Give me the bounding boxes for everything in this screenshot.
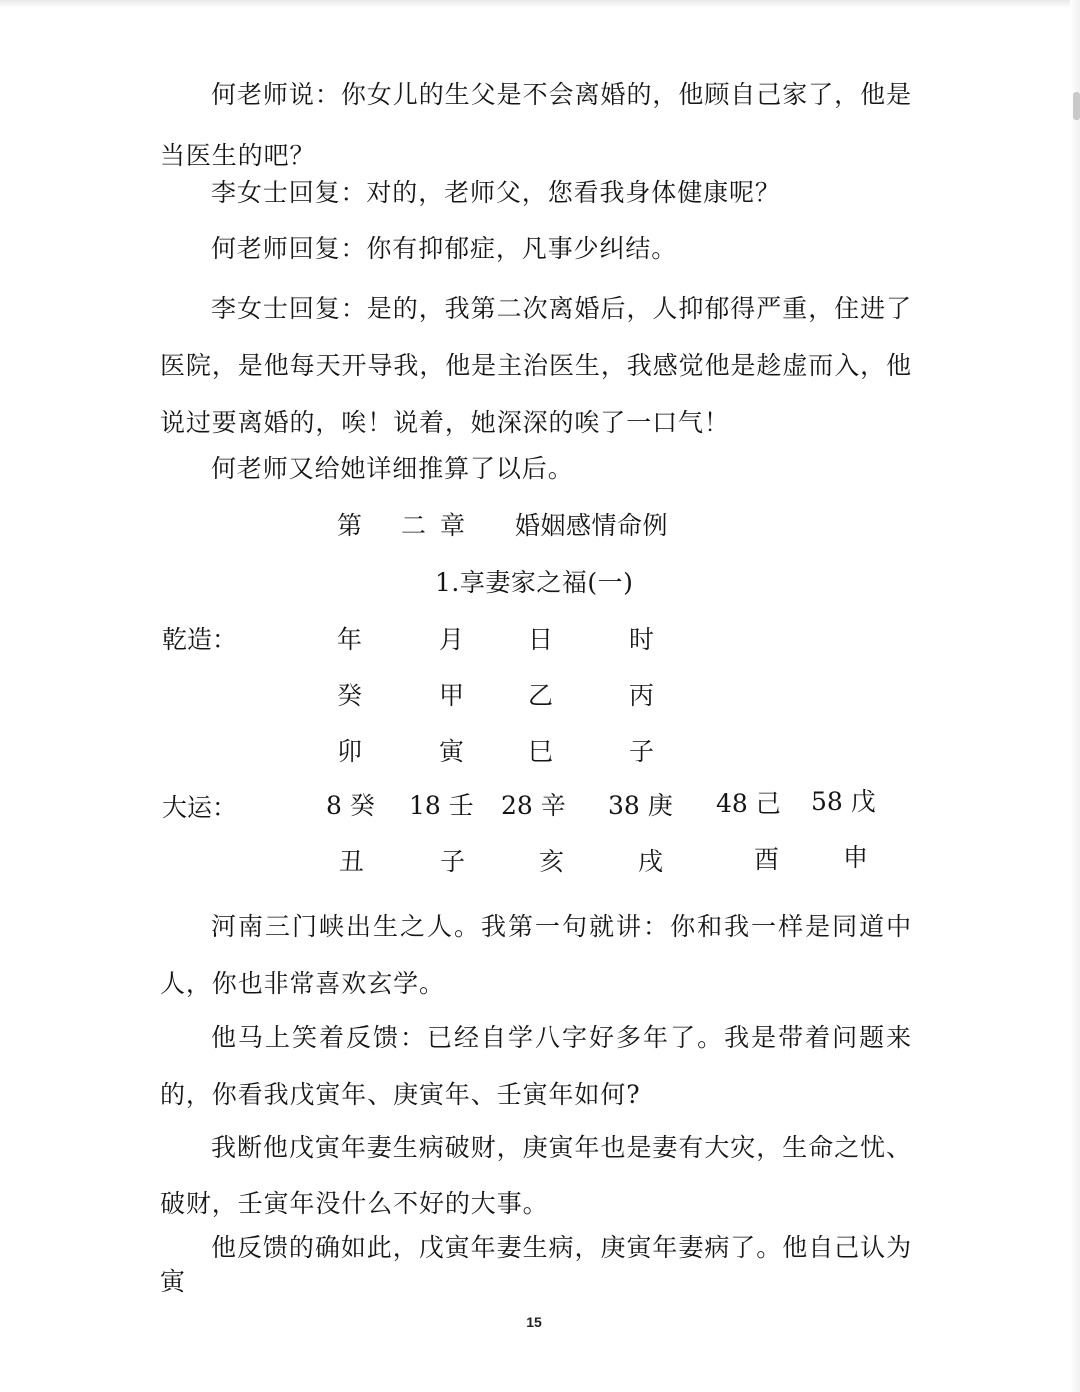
paragraph-sanmenxia: 河南三门峡出生之人。我第一句就讲：你和我一样是同道中人，你也非常喜欢玄学。 <box>160 912 912 998</box>
dayun-pillar-1: 8 癸 <box>326 791 375 820</box>
dayun-branch-6: 申 <box>843 843 869 872</box>
chapter-title: 婚姻感情命例 <box>515 511 669 540</box>
chart-stem-day: 乙 <box>528 681 554 710</box>
dayun-branch-5: 酉 <box>754 845 780 874</box>
dayun-pillar-2: 18 壬 <box>409 791 474 820</box>
paragraph-doctor-father: 何老师说：你女儿的生父是不会离婚的，他顾自己家了，他是当医生的吧？ <box>160 80 912 170</box>
paragraph-confirmation: 他反馈的确如此，戊寅年妻生病，庚寅年妻病了。他自己认为寅 <box>160 1233 912 1296</box>
paragraph-health-question: 李女士回复：对的，老师父，您看我身体健康呢？ <box>211 178 781 207</box>
dayun-pillar-6: 58 戊 <box>811 787 876 816</box>
scan-right-shadow <box>1070 0 1080 1392</box>
dayun-pillar-5: 48 己 <box>716 789 781 818</box>
paragraph-feedback: 他马上笑着反馈：已经自学八字好多年了。我是带着问题来的，你看我戊寅年、庚寅年、壬寅年如何? <box>160 1023 912 1109</box>
dayun-branch-1: 丑 <box>339 847 365 876</box>
dayun-branch-2: 子 <box>440 847 466 876</box>
dayun-pillar-3: 28 辛 <box>501 791 566 820</box>
dayun-branch-4: 戌 <box>638 847 664 876</box>
scan-top-shadow <box>0 0 1080 8</box>
scrollbar-thumb[interactable] <box>1073 92 1080 120</box>
chart-label: 乾造： <box>162 625 238 654</box>
paragraph-depression: 何老师回复：你有抑郁症，凡事少纠结。 <box>211 234 678 263</box>
dayun-label: 大运： <box>162 793 238 822</box>
dayun-pillar-4: 38 庚 <box>608 791 673 820</box>
chapter-prefix: 第 <box>337 511 363 540</box>
chart-header-month: 月 <box>439 625 465 654</box>
chapter-suffix: 章 <box>440 511 466 540</box>
chart-header-hour: 时 <box>629 625 655 654</box>
dayun-branch-3: 亥 <box>539 847 565 876</box>
paragraph-detailed-reading: 何老师又给她详细推算了以后。 <box>211 454 574 483</box>
chart-branch-year: 卯 <box>337 737 363 766</box>
chart-stem-hour: 丙 <box>629 681 655 710</box>
chart-header-day: 日 <box>528 625 554 654</box>
section-title: 1.享妻家之福(一) <box>435 568 634 597</box>
chapter-heading <box>0 509 1080 543</box>
chapter-number: 二 <box>401 511 427 540</box>
chart-branch-month: 寅 <box>439 737 465 766</box>
paragraph-judgement: 我断他戊寅年妻生病破财，庚寅年也是妻有大灾，生命之忧、破财，壬寅年没什么不好的大事。 <box>160 1133 912 1218</box>
page-number: 15 <box>526 1314 542 1330</box>
paragraph-second-divorce: 李女士回复：是的，我第二次离婚后，人抑郁得严重，住进了医院，是他每天开导我，他是主治医生，我感觉他是趁虚而入，他说过要离婚的，唉！说着，她深深的唉了一口气！ <box>160 294 912 437</box>
chart-branch-hour: 子 <box>629 737 655 766</box>
chart-header-year: 年 <box>337 625 363 654</box>
chart-branch-day: 巳 <box>528 737 554 766</box>
chart-stem-year: 癸 <box>337 681 363 710</box>
chart-stem-month: 甲 <box>439 681 465 710</box>
